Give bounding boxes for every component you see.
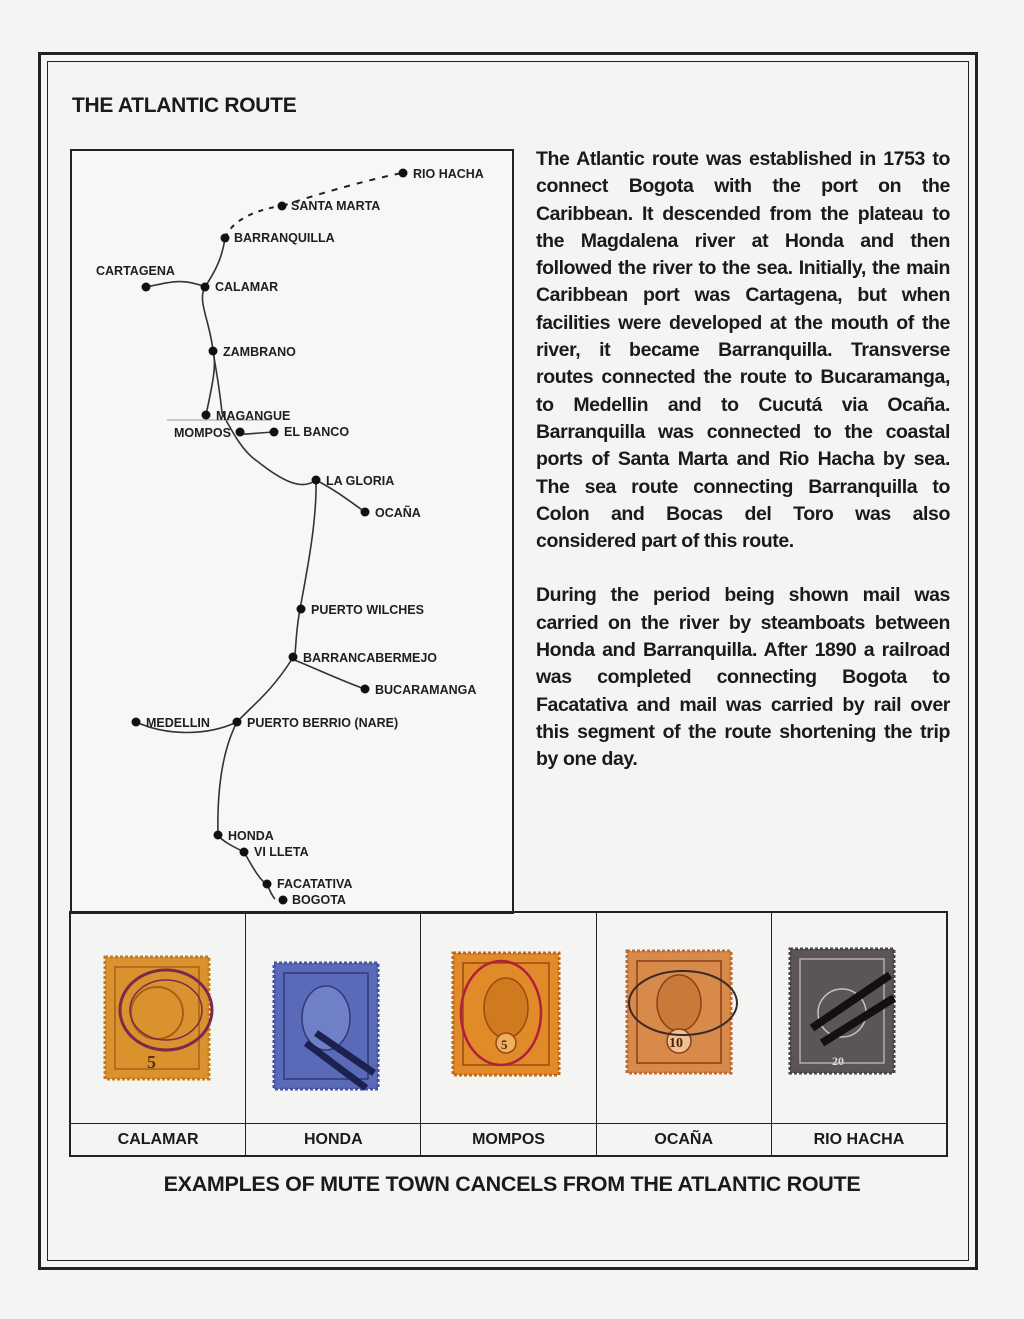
river-route — [202, 238, 316, 899]
town-puerto-wilches — [297, 603, 424, 617]
stamp-calamar-icon — [71, 913, 245, 1123]
svg-text:20: 20 — [831, 1054, 844, 1068]
svg-text:BUCARAMANGA: BUCARAMANGA — [375, 683, 477, 697]
svg-text:BOGOTA: BOGOTA — [292, 893, 346, 907]
town-villeta — [240, 845, 309, 859]
svg-text:FACATATIVA: FACATATIVA — [277, 877, 353, 891]
stamp-label-ocana: OCAÑA — [597, 1123, 771, 1155]
stamp-image-honda — [246, 913, 420, 1123]
svg-text:5: 5 — [147, 1052, 156, 1072]
town-honda — [214, 829, 274, 843]
description-paragraph-2: During the period being shown mail was carried on the river by steamboats between Honda and Barranquilla. After 1890 a railroad was completed connecting Bogota to Facatativa and mail was carried by rail over this segment of the route shortening the trip by one day. — [536, 584, 950, 771]
branch-mompos — [240, 431, 274, 434]
town-magangue — [202, 409, 291, 423]
stamp-cell-rio-hacha — [772, 913, 946, 1155]
stamp-mompos-icon — [421, 913, 595, 1123]
stamp-table — [69, 911, 948, 1157]
town-bogota — [279, 893, 346, 907]
town-calamar — [201, 280, 279, 294]
town-la-gloria — [312, 474, 395, 488]
town-medellin — [132, 716, 210, 730]
svg-text:MOMPOS: MOMPOS — [174, 426, 231, 440]
stamp-image-calamar — [71, 913, 245, 1123]
svg-text:CALAMAR: CALAMAR — [215, 280, 279, 294]
stamp-label-calamar: CALAMAR — [71, 1123, 245, 1155]
town-zambrano — [209, 345, 297, 359]
stamp-label-mompos: MOMPOS — [421, 1123, 595, 1155]
stamp-cell-calamar — [71, 913, 246, 1155]
svg-text:VI LLETA: VI LLETA — [254, 845, 309, 859]
svg-text:LA GLORIA: LA GLORIA — [326, 474, 395, 488]
svg-text:EL BANCO: EL BANCO — [284, 425, 350, 439]
svg-text:MAGANGUE: MAGANGUE — [216, 409, 291, 423]
stamp-image-rio-hacha — [772, 913, 946, 1123]
svg-text:PUERTO WILCHES: PUERTO WILCHES — [311, 603, 424, 617]
stamp-image-mompos — [421, 913, 595, 1123]
route-description — [536, 146, 950, 801]
svg-text:MEDELLIN: MEDELLIN — [146, 716, 210, 730]
svg-text:RIO HACHA: RIO HACHA — [413, 167, 484, 181]
branch-cartagena — [146, 282, 205, 287]
stamp-rio-hacha-icon — [772, 913, 946, 1123]
description-paragraph-1: The Atlantic route was established in 1753 to connect Bogota with the port on the Caribbean. It descended from the plateau to the Magdalena river at Honda and then followed the river to the sea. Initially, the main Caribbean port was Cartagena, but when facilities were developed at the mouth of the river, it became Barranquilla. Transverse routes connected the route to Bucaramanga, to Medellin and to Cucutá via Ocaña. Barranquilla was connected to the coastal ports of Santa Marta and Rio Hacha by sea. The sea route connecting Barranquilla to Colon and Bocas del Toro was also considered part of this route. — [536, 148, 950, 553]
stamp-image-ocana — [597, 913, 771, 1123]
town-facatativa — [263, 877, 353, 891]
stamp-honda-icon — [246, 913, 420, 1123]
stamp-cell-mompos — [421, 913, 596, 1155]
town-bucaramanga — [361, 683, 477, 697]
svg-text:5: 5 — [501, 1037, 508, 1052]
stamp-cell-ocana — [597, 913, 772, 1155]
town-barrancabermejo — [289, 651, 438, 665]
town-puerto-berrio — [233, 716, 399, 730]
stamp-label-honda: HONDA — [246, 1123, 420, 1155]
town-cartagena — [96, 264, 175, 292]
stamp-caption: EXAMPLES OF MUTE TOWN CANCELS FROM THE ATLANTIC ROUTE — [163, 1172, 861, 1196]
svg-text:10: 10 — [668, 1036, 683, 1051]
svg-text:SANTA MARTA: SANTA MARTA — [291, 199, 381, 213]
town-rio-hacha — [399, 167, 484, 181]
svg-text:HONDA: HONDA — [228, 829, 274, 843]
svg-text:ZAMBRANO: ZAMBRANO — [223, 345, 296, 359]
route-map — [70, 149, 514, 914]
svg-text:CARTAGENA: CARTAGENA — [96, 264, 175, 278]
svg-text:OCAÑA: OCAÑA — [375, 506, 421, 520]
stamp-label-rio-hacha: RIO HACHA — [772, 1123, 946, 1155]
branch-magangue — [206, 351, 214, 415]
stamp-ocana-icon — [597, 913, 771, 1123]
town-barranquilla — [221, 231, 335, 245]
town-santa-marta — [278, 199, 381, 213]
page-title: THE ATLANTIC ROUTE — [72, 94, 297, 117]
stamp-cell-honda — [246, 913, 421, 1155]
svg-text:BARRANCABERMEJO: BARRANCABERMEJO — [303, 651, 438, 665]
svg-text:PUERTO BERRIO (NARE): PUERTO BERRIO (NARE) — [247, 716, 399, 730]
route-map-svg — [72, 151, 516, 916]
town-ocana — [361, 505, 421, 520]
svg-text:BARRANQUILLA: BARRANQUILLA — [234, 231, 335, 245]
town-el-banco — [270, 425, 350, 439]
